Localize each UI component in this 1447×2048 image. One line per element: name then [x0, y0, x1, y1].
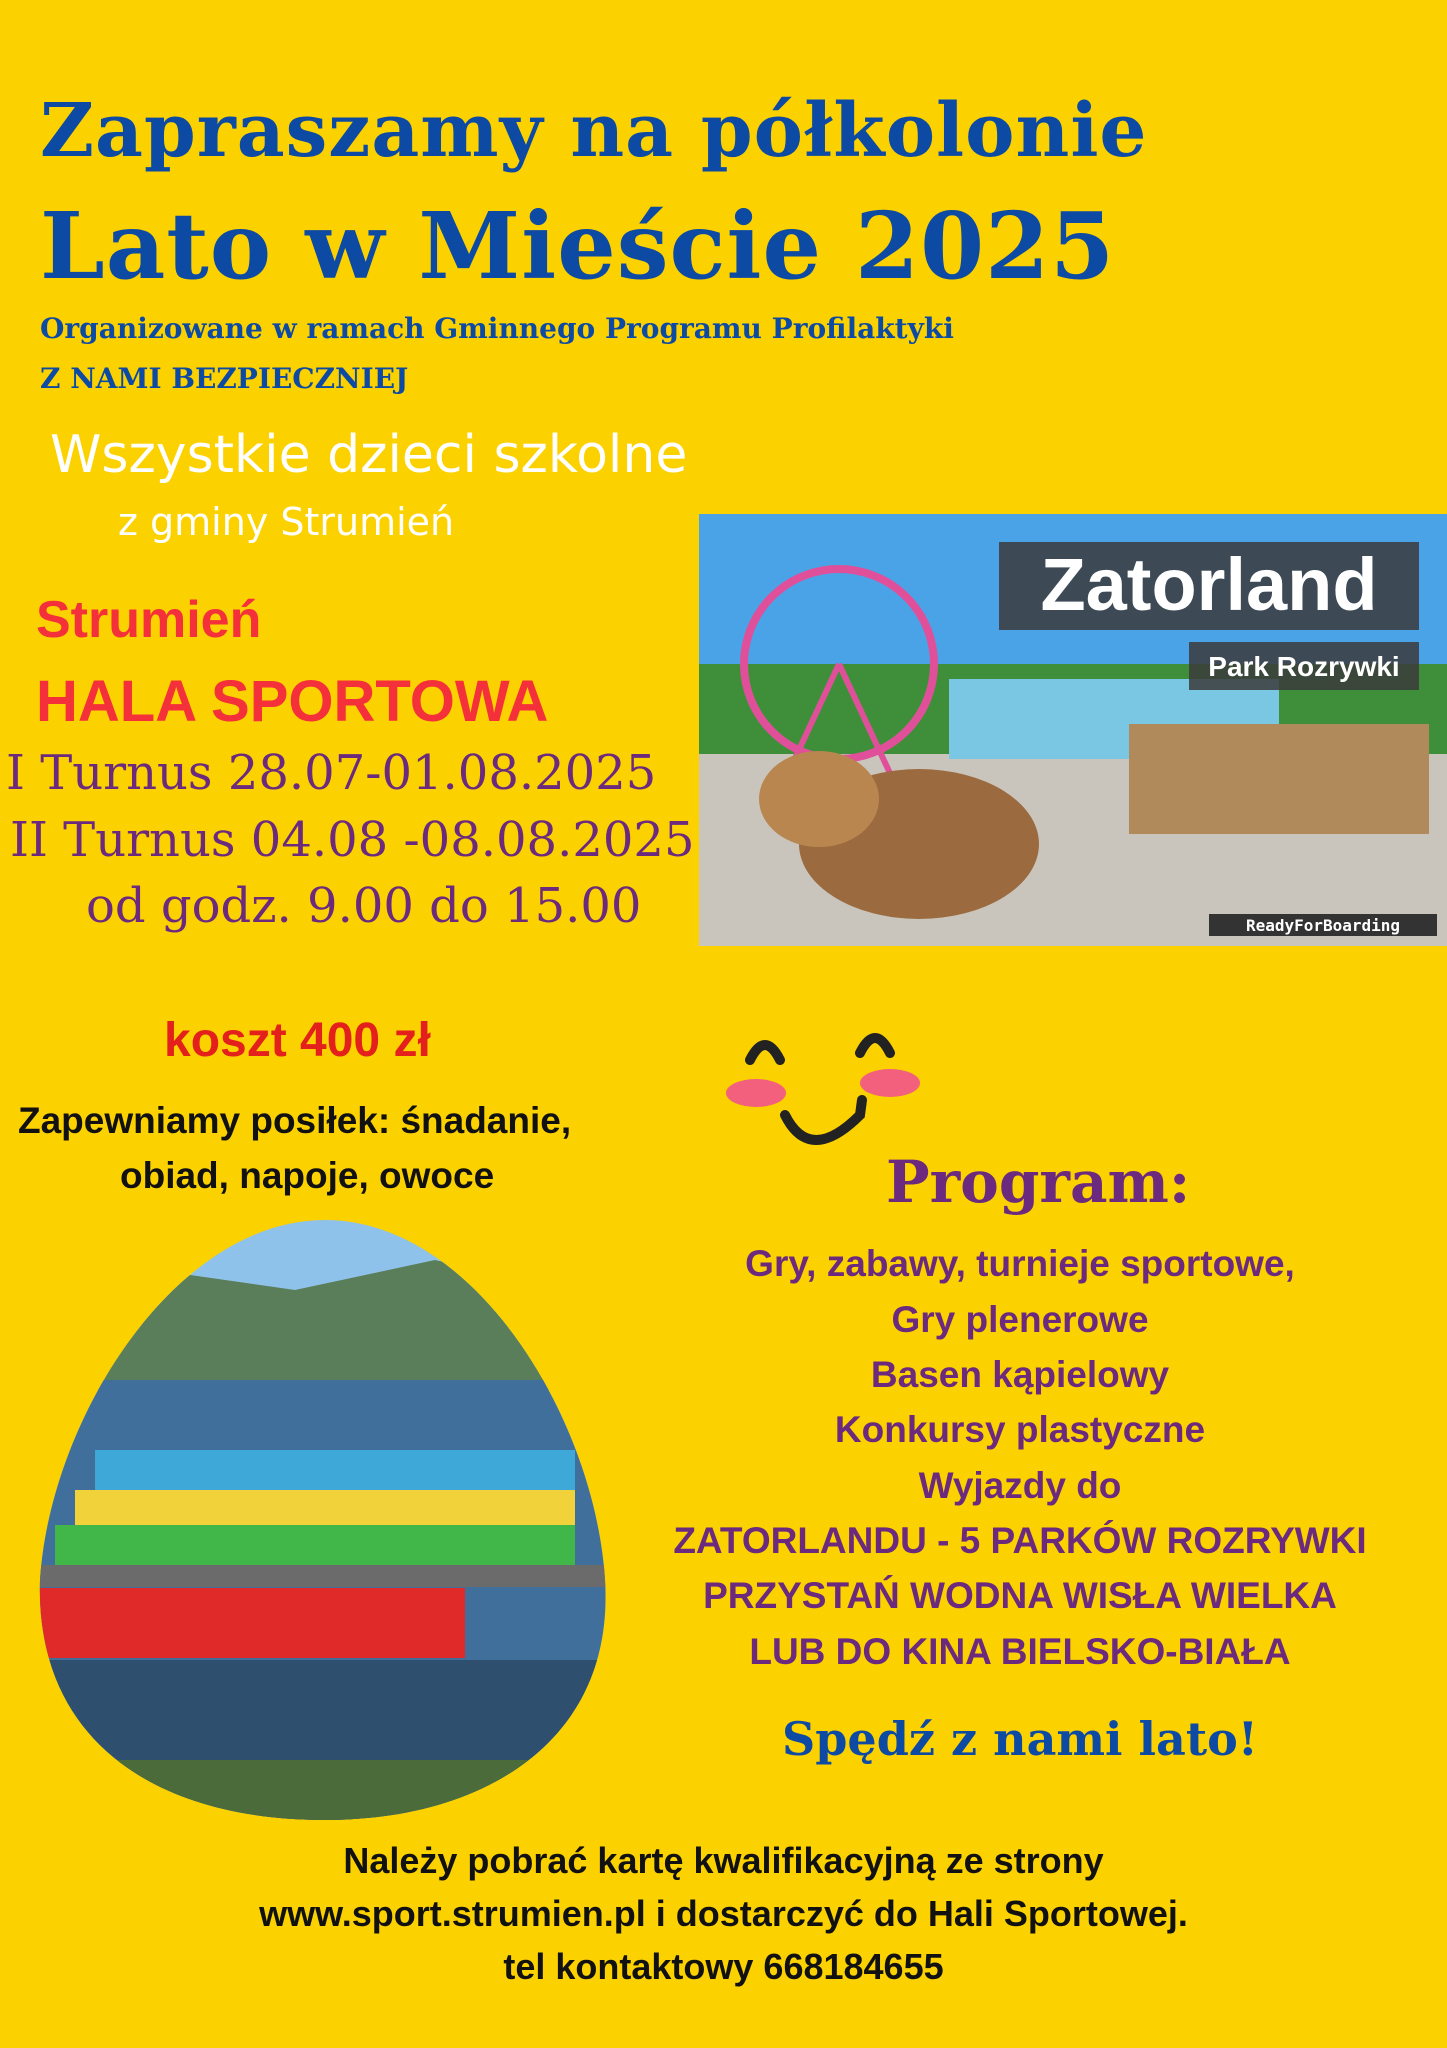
title-line-2: Lato w Mieście 2025 — [40, 192, 1116, 300]
park-logo-title: Zatorland — [1040, 543, 1378, 626]
program-item: Basen kąpielowy — [870, 1354, 1170, 1395]
program-item: Gry plenerowe — [891, 1299, 1149, 1340]
footer-line-1: Należy pobrać kartę kwalifikacyjną ze strony — [343, 1840, 1104, 1881]
photo-watermark: ReadyForBoarding — [1245, 916, 1401, 935]
program-item: Wyjazdy do — [918, 1465, 1122, 1506]
program-item: Konkursy plastyczne — [834, 1409, 1206, 1450]
park-logo-subtitle: Park Rozrywki — [1208, 651, 1400, 682]
meals-line-1: Zapewniamy posiłek: śnadanie, — [18, 1100, 572, 1141]
subtitle-line-2: Z NAMI BEZPIECZNIEJ — [40, 362, 409, 395]
audience-line-1: Wszystkie dzieci szkolne — [50, 425, 688, 485]
town-label: Strumień — [36, 591, 262, 649]
title-line-1: Zapraszamy na półkolonie — [40, 88, 1148, 174]
hours: od godz. 9.00 do 15.00 — [86, 878, 642, 934]
turnus-1: I Turnus 28.07-01.08.2025 — [6, 745, 657, 801]
cost-label: koszt 400 zł — [164, 1014, 431, 1067]
turnus-2: II Turnus 04.08 -08.08.2025 — [10, 812, 695, 868]
venue-label: HALA SPORTOWA — [36, 669, 549, 734]
slogan: Spędź z nami lato! — [782, 1712, 1258, 1766]
program-heading: Program: — [886, 1148, 1191, 1216]
footer-line-2: www.sport.strumien.pl i dostarczyć do Hali Sportowej. — [259, 1893, 1188, 1934]
amusement-park-photo — [699, 514, 1447, 946]
program-item: PRZYSTAŃ WODNA WISŁA WIELKA — [703, 1575, 1337, 1616]
subtitle-line-1: Organizowane w ramach Gminnego Programu Profilaktyki — [40, 312, 954, 345]
program-item: ZATORLANDU - 5 PARKÓW ROZRYWKI — [673, 1520, 1367, 1561]
smiley-face-icon — [720, 1005, 920, 1165]
program-item: Gry, zabawy, turnieje sportowe, — [745, 1243, 1295, 1284]
lake-pedal-boats-photo — [35, 1220, 610, 1820]
program-item: LUB DO KINA BIELSKO-BIAŁA — [749, 1631, 1291, 1672]
audience-line-2: z gminy Strumień — [118, 500, 455, 544]
footer-line-3: tel kontaktowy 668184655 — [503, 1946, 944, 1987]
meals-line-2: obiad, napoje, owoce — [120, 1155, 495, 1196]
